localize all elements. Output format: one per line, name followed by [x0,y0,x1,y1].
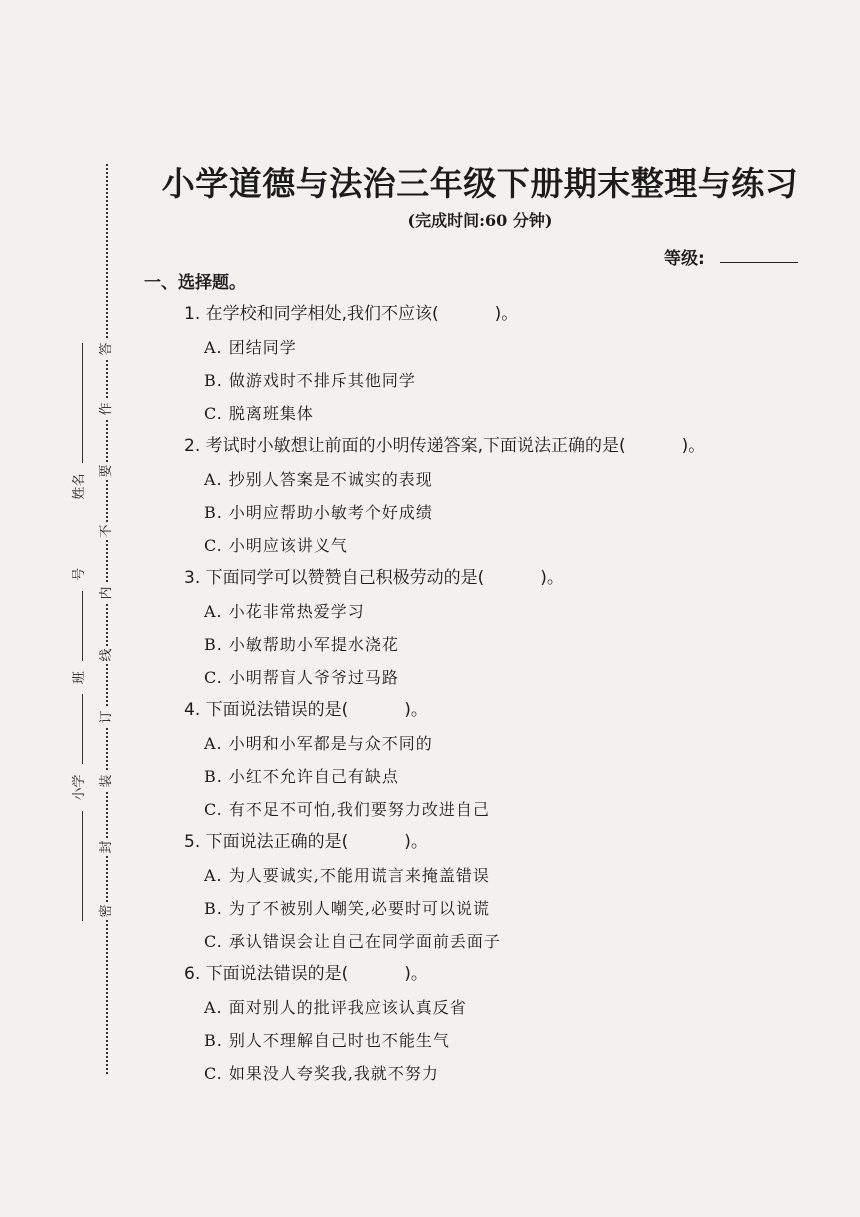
question-4 [184,694,824,826]
seal-word: 不 [98,522,116,540]
option-b[interactable]: B. 做游戏时不排斥其他同学 [204,371,416,390]
option-c[interactable]: C. 小明帮盲人爷爷过马路 [204,668,399,687]
question-2 [184,430,824,562]
option-b[interactable]: B. 为了不被别人嘲笑,必要时可以说谎 [204,899,491,918]
school-label: 小学 [72,774,87,801]
number-label: 号 [72,567,87,581]
option-c[interactable]: C. 承认错误会让自己在同学面前丢面子 [204,932,501,951]
stem-text: 4. 下面说法错误的是( [184,700,349,720]
name-blank[interactable] [68,343,83,463]
question-6 [184,958,824,1090]
student-info-fields [68,242,92,1022]
seal-word: 内 [98,584,116,602]
binding-margin [20,150,140,1090]
option-c[interactable]: C. 有不足不可怕,我们要努力改进自己 [204,800,490,819]
question-stem [184,958,824,991]
question-5 [184,826,824,958]
stem-text: 5. 下面说法正确的是( [184,832,349,852]
stem-end: )。 [404,832,428,852]
stem-text: 3. 下面同学可以赞赞自己积极劳动的是( [184,568,485,588]
seal-word: 装 [98,772,116,790]
seal-word: 作 [98,400,116,418]
number-blank[interactable] [68,591,83,661]
question-stem [184,562,824,595]
stem-text: 6. 下面说法错误的是( [184,964,349,984]
grade-blank[interactable] [720,262,798,263]
option-a[interactable]: A. 团结同学 [204,338,297,357]
stem-end: )。 [540,568,564,588]
section-title: 一、选择题。 [144,273,246,293]
option-c[interactable]: C. 如果没人夸奖我,我就不努力 [204,1064,439,1083]
question-stem [184,298,824,331]
stem-end: )。 [404,700,428,720]
option-a[interactable]: A. 为人要诚实,不能用谎言来掩盖错误 [204,866,490,885]
stem-end: )。 [404,964,428,984]
question-stem [184,430,824,463]
page-title: 小学道德与法治三年级下册期末整理与练习 [161,164,799,203]
name-label: 姓名 [72,473,87,500]
option-c[interactable]: C. 小明应该讲义气 [204,536,348,555]
question-stem [184,826,824,859]
option-a[interactable]: A. 抄别人答案是不诚实的表现 [204,470,433,489]
option-b[interactable]: B. 小敏帮助小军提水浇花 [204,635,399,654]
stem-end: )。 [494,304,519,324]
question-1 [184,298,824,430]
option-b[interactable]: B. 小明应帮助小敏考个好成绩 [204,503,433,522]
time-limit: (完成时间:60 分钟) [407,211,553,230]
question-list [184,298,824,1090]
grade-label: 等级: [664,249,705,269]
option-b[interactable]: B. 小红不允许自己有缺点 [204,767,399,786]
stem-text: 2. 考试时小敏想让前面的小明传递答案,下面说法正确的是( [184,436,626,456]
seal-word: 线 [98,646,116,664]
class-label: 班 [72,671,87,685]
seal-word: 要 [98,462,116,480]
option-a[interactable]: A. 小明和小军都是与众不同的 [204,734,433,753]
seal-word: 密 [98,902,116,920]
seal-word: 订 [98,708,116,726]
class-blank[interactable] [68,694,83,764]
seal-dotted-line [106,164,108,1074]
option-a[interactable]: A. 面对别人的批评我应该认真反省 [204,998,467,1017]
option-a[interactable]: A. 小花非常热爱学习 [204,602,365,621]
question-3 [184,562,824,694]
option-c[interactable]: C. 脱离班集体 [204,404,314,423]
seal-word: 答 [98,340,116,358]
school-blank[interactable] [68,811,83,921]
question-stem [184,694,824,727]
seal-word: 封 [98,838,116,856]
option-b[interactable]: B. 别人不理解自己时也不能生气 [204,1031,450,1050]
stem-text: 1. 在学校和同学相处,我们不应该( [184,304,439,324]
stem-end: )。 [681,436,706,456]
